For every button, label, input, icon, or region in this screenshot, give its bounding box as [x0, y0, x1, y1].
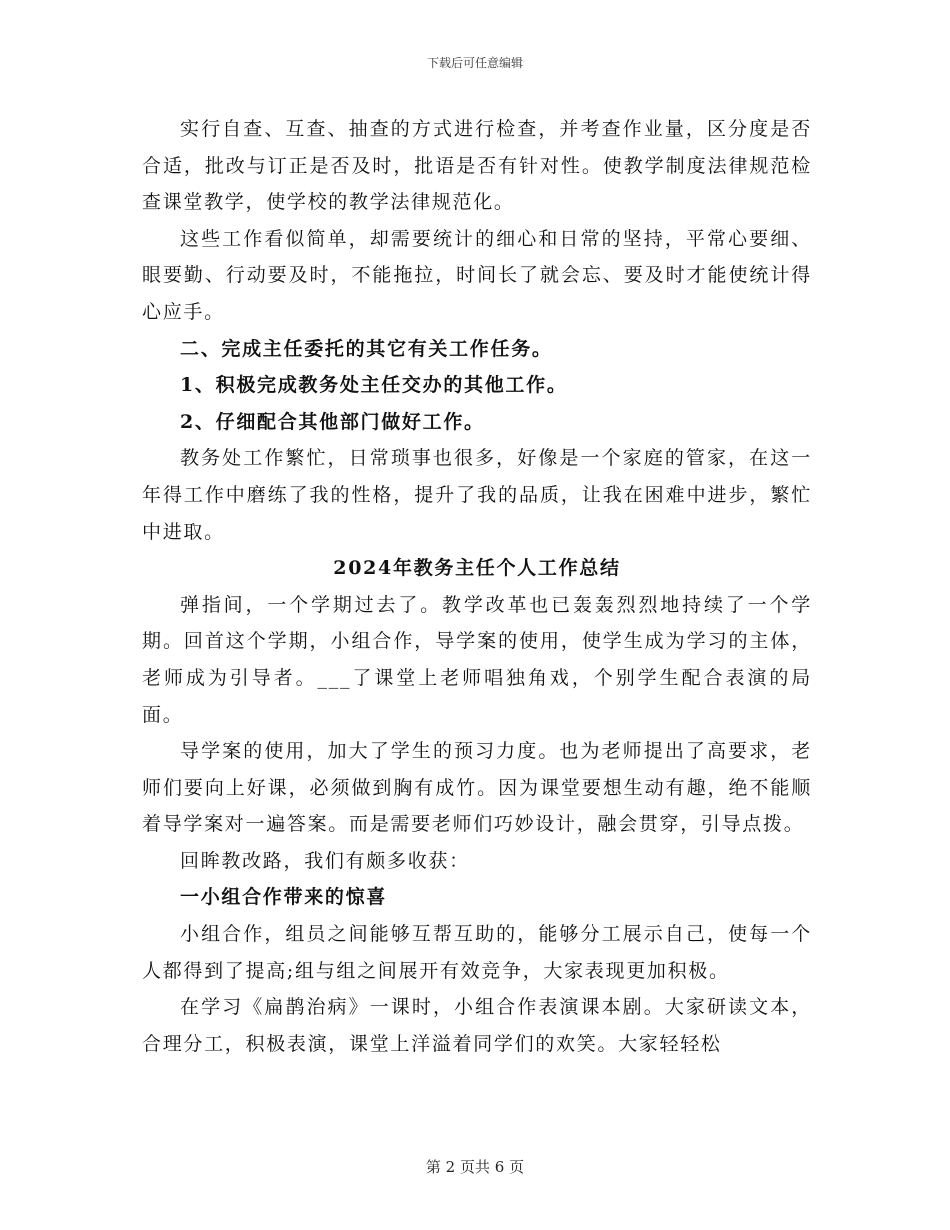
paragraph: 教务处工作繁忙，日常琐事也很多，好像是一个家庭的管家，在这一年得工作中磨练了我的性格，提升了我的品质，让我在困难中进步，繁忙中进取。 — [142, 447, 812, 543]
paragraph: 导学案的使用，加大了学生的预习力度。也为老师提出了高要求，老师们要向上好课，必须做到胸有成竹。因为课堂要想生动有趣，绝不能顺着导学案对一遍答案。而是需要老师们巧妙设计，融会贯穿，引导点拨。 — [142, 740, 812, 836]
paragraph: 这些工作看似简单，却需要统计的细心和日常的坚持，平常心要细、眼要勤、行动要及时，不能拖拉，时间长了就会忘、要及时才能使统计得心应手。 — [142, 227, 812, 323]
section-heading: 二、完成主任委托的其它有关工作任务。 — [180, 337, 553, 360]
list-item: 2、仔细配合其他部门做好工作。 — [180, 410, 485, 433]
paragraph: 回眸教改路，我们有颇多收获： — [180, 849, 470, 872]
section-heading: 一小组合作带来的惊喜 — [180, 886, 388, 909]
page-header: 下载后可任意编辑 — [426, 56, 523, 70]
list-item: 1、积极完成教务处主任交办的其他工作。 — [180, 374, 568, 397]
paragraph: 在学习《扁鹊治病》一课时，小组合作表演课本剧。大家研读文本，合理分工，积极表演，课堂上洋溢着同学们的欢笑。大家轻轻松 — [142, 996, 812, 1055]
document-body — [142, 111, 812, 1062]
paragraph: 小组合作，组员之间能够互帮互助的，能够分工展示自己，使每一个人都得到了提高;组与组之间展开有效竞争，大家表现更加积极。 — [142, 923, 812, 982]
paragraph: 弹指间，一个学期过去了。教学改革也已轰轰烈烈地持续了一个学期。回首这个学期，小组合作，导学案的使用，使学生成为学习的主体，老师成为引导者。___了课堂上老师唱独角戏，个别学生配合表演的局面。 — [142, 593, 812, 726]
page-footer: 第 2 页共 6 页 — [425, 1158, 525, 1176]
document-title: 2024年教务主任个人工作总结 — [333, 557, 621, 580]
paragraph: 实行自查、互查、抽查的方式进行检查，并考查作业量，区分度是否合适，批改与订正是否及时，批语是否有针对性。使教学制度法律规范检查课堂教学，使学校的教学法律规范化。 — [142, 118, 812, 214]
